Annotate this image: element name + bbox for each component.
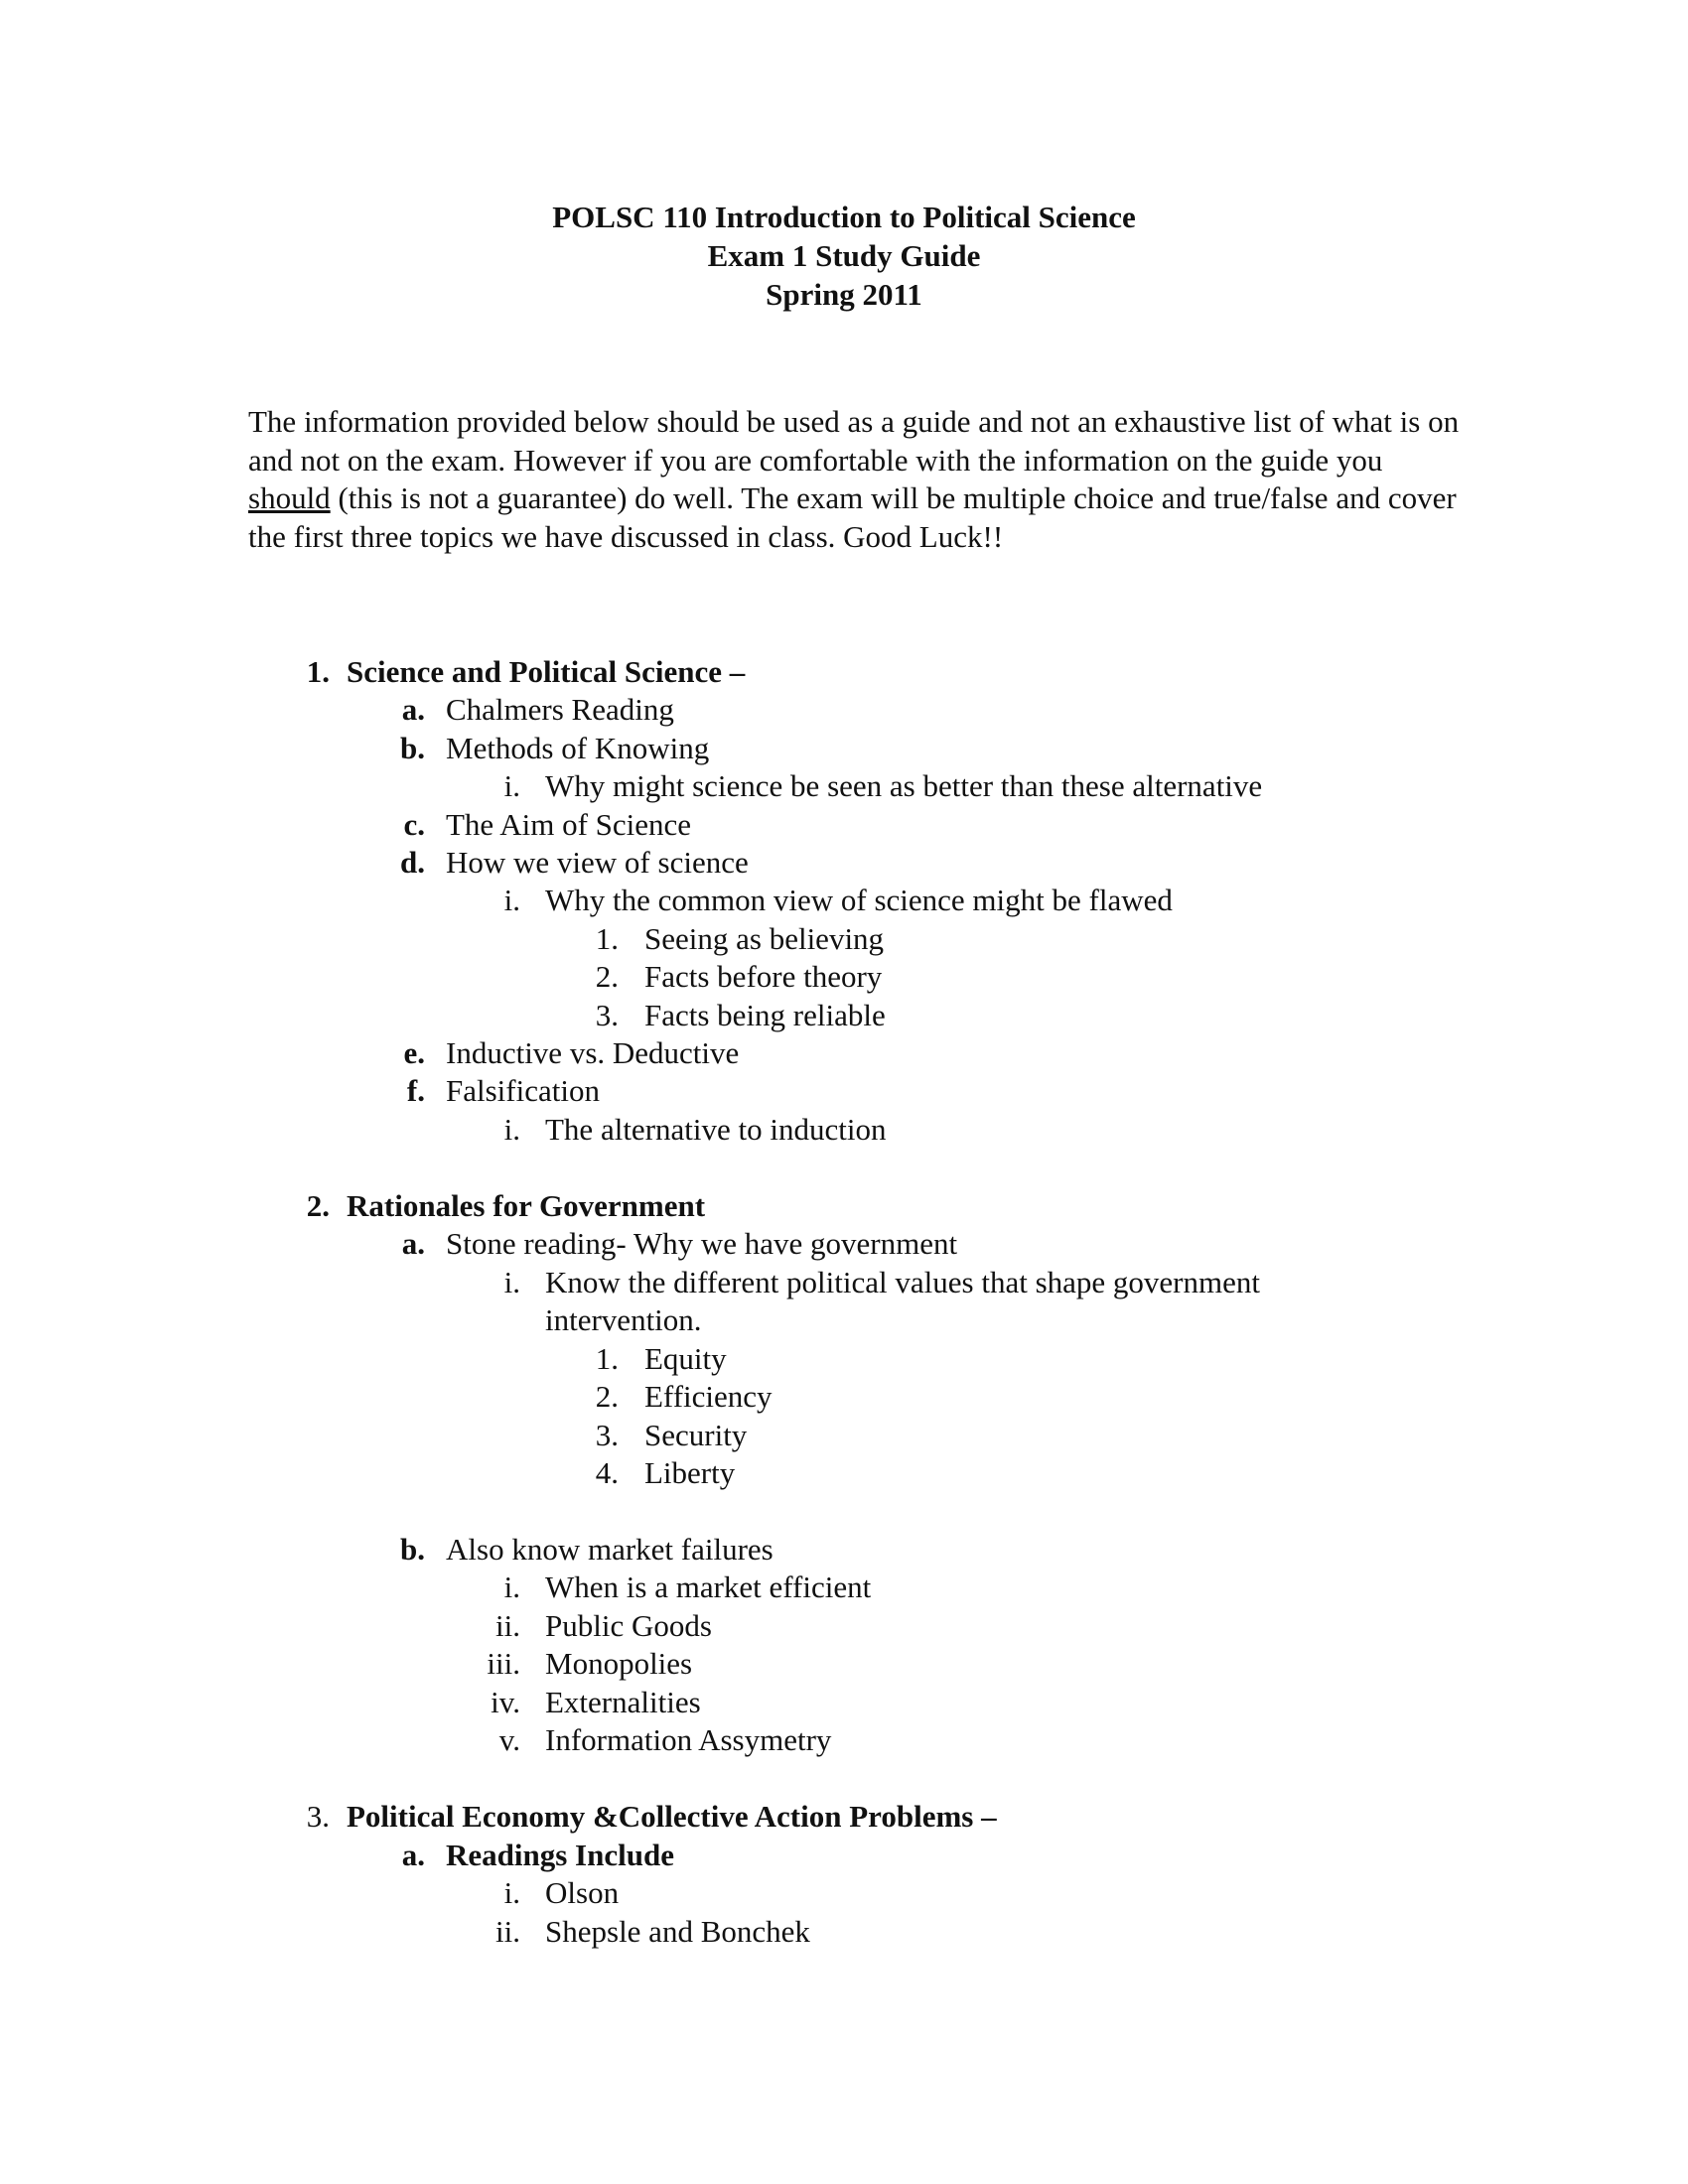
outline-marker: b. xyxy=(400,731,425,765)
term-title: Spring 2011 xyxy=(766,277,922,312)
outline-text: Shepsle and Bonchek xyxy=(545,1914,810,1949)
outline-marker: i. xyxy=(503,1570,520,1604)
outline-text: Inductive vs. Deductive xyxy=(446,1035,740,1070)
outline-marker: b. xyxy=(400,1532,425,1567)
outline-marker: 3. xyxy=(595,1418,619,1452)
outline-text: Why might science be seen as better than these alternative xyxy=(545,768,1263,803)
outline-marker: 1. xyxy=(595,921,619,956)
outline-marker: i. xyxy=(503,883,520,917)
outline-text: Efficiency xyxy=(644,1379,773,1414)
outline-marker: ii. xyxy=(495,1608,520,1643)
outline-marker: iii. xyxy=(487,1646,520,1681)
outline-text: Facts being reliable xyxy=(644,998,886,1032)
intro-text-1: The information provided below should be used as a guide and not an exhaustive list of what is on and not on the exam. However if you are comfortable with the information on the guide you xyxy=(248,404,1460,478)
outline-marker: 4. xyxy=(595,1455,619,1490)
outline-marker: i. xyxy=(503,768,520,803)
course-title: POLSC 110 Introduction to Political Science xyxy=(552,200,1136,234)
outline-text: Information Assymetry xyxy=(545,1722,832,1757)
outline-text: Equity xyxy=(644,1341,727,1376)
outline-marker: 1. xyxy=(595,1341,619,1376)
outline-marker: 3. xyxy=(595,998,619,1032)
outline-text: Readings Include xyxy=(446,1838,674,1872)
outline-marker: i. xyxy=(503,1875,520,1910)
outline-marker: a. xyxy=(401,692,425,727)
outline-text: Liberty xyxy=(644,1455,736,1490)
outline-text: Public Goods xyxy=(545,1608,712,1643)
outline-marker: ii. xyxy=(495,1914,520,1949)
outline-text: The alternative to induction xyxy=(545,1112,887,1147)
intro-text-2: (this is not a guarantee) do well. The exam will be multiple choice and true/false and cover the first three topics we have discussed in class. Good Luck!! xyxy=(248,480,1457,555)
outline-text: Science and Political Science – xyxy=(347,654,746,689)
outline-marker: e. xyxy=(403,1035,425,1070)
intro-paragraph xyxy=(248,403,1460,557)
outline-text: Rationales for Government xyxy=(347,1188,706,1223)
outline-marker: 2. xyxy=(595,1379,619,1414)
outline-text: Political Economy &Collective Action Problems – xyxy=(347,1799,997,1834)
outline-marker: f. xyxy=(406,1073,425,1108)
outline-marker: i. xyxy=(503,1265,520,1299)
outline-marker: 2. xyxy=(595,959,619,994)
outline-marker: i. xyxy=(503,1112,520,1147)
outline-text: Olson xyxy=(545,1875,620,1910)
outline-text: Security xyxy=(644,1418,748,1452)
outline-text: How we view of science xyxy=(446,845,749,880)
outline-marker: c. xyxy=(403,807,425,842)
outline-text: Facts before theory xyxy=(644,959,883,994)
outline-text: Seeing as believing xyxy=(644,921,885,956)
outline-marker: v. xyxy=(498,1722,520,1757)
intro-underlined-word: should xyxy=(248,480,331,516)
outline-text: Externalities xyxy=(545,1685,701,1719)
outline-text: The Aim of Science xyxy=(446,807,692,842)
outline-text: Falsification xyxy=(446,1073,600,1108)
outline-marker: a. xyxy=(401,1838,425,1872)
outline-text: When is a market efficient xyxy=(545,1570,872,1604)
outline-marker: d. xyxy=(400,845,425,880)
outline-text: Chalmers Reading xyxy=(446,692,674,727)
outline-marker: iv. xyxy=(491,1685,520,1719)
outline-marker: a. xyxy=(401,1226,425,1261)
outline-text: Methods of Knowing xyxy=(446,731,710,765)
guide-title: Exam 1 Study Guide xyxy=(707,238,981,273)
outline-text: Why the common view of science might be flawed xyxy=(545,883,1173,917)
outline-text: intervention. xyxy=(545,1302,702,1337)
outline-marker: 1. xyxy=(306,654,330,689)
outline-marker: 2. xyxy=(306,1188,330,1223)
outline-text: Monopolies xyxy=(545,1646,693,1681)
outline-marker: 3. xyxy=(306,1799,330,1834)
outline-text: Stone reading- Why we have government xyxy=(446,1226,958,1261)
outline-text: Also know market failures xyxy=(446,1532,774,1567)
outline-text: Know the different political values that shape government xyxy=(545,1265,1260,1299)
